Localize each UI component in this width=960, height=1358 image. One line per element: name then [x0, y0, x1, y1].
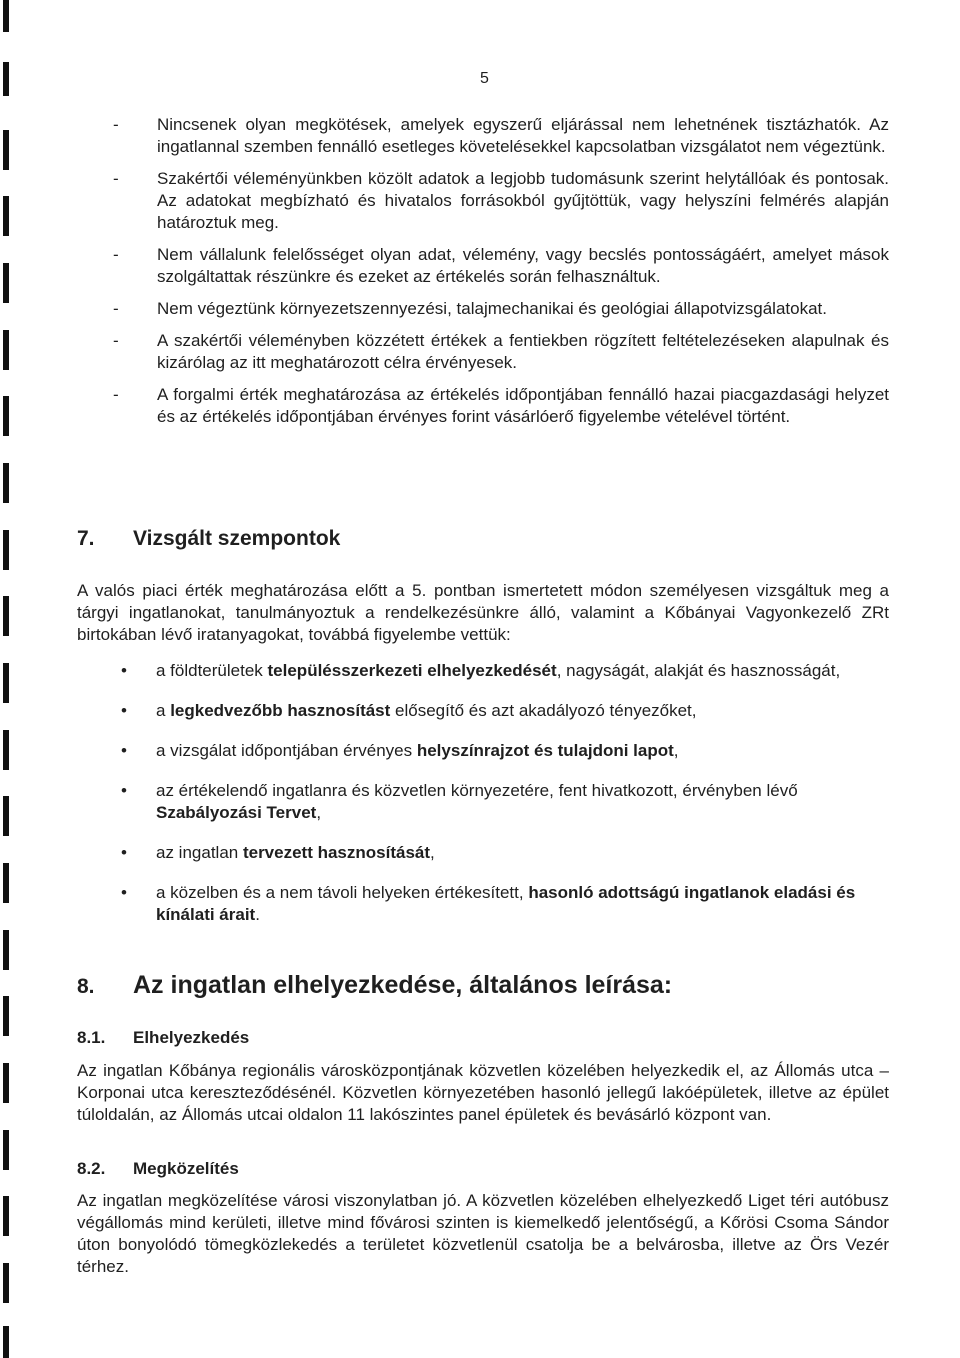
- list-item: [121, 740, 889, 762]
- scan-mark: [3, 1263, 9, 1303]
- list-item: [121, 700, 889, 722]
- list-item: [113, 244, 889, 288]
- bullet-text: a közelben és a nem távoli helyeken értékesített,: [156, 883, 529, 902]
- bullet-emphasis: helyszínrajzot és tulajdoni lapot: [416, 741, 674, 760]
- scan-mark: [3, 62, 9, 96]
- considerations-list: [121, 660, 889, 944]
- assumptions-list: [113, 114, 889, 438]
- bullet-emphasis: legkedvezőbb hasznosítást: [170, 701, 391, 720]
- scan-mark: [3, 463, 9, 503]
- scan-mark: [3, 0, 9, 32]
- list-item-text: A szakértői véleményben közzétett értékek a fentiekben rögzített feltételezéseken alapulnak és kizárólag az itt meghatározott célra érvényesek.: [157, 331, 889, 372]
- dash-marker: -: [113, 331, 119, 350]
- list-item: [121, 842, 889, 864]
- list-item-text: Nincsenek olyan megkötések, amelyek egyszerű eljárással nem lehetnének tisztázhatók. Az ingatlannal szemben fennálló esetleges követelésekkel kapcsolatban vizsgálatot nem végeztünk.: [157, 115, 889, 156]
- dash-marker: -: [113, 385, 119, 404]
- bullet-text: .: [255, 905, 260, 924]
- bullet-marker: •: [121, 781, 127, 800]
- bullet-text: az értékelendő ingatlanra és közvetlen környezetére, fent hivatkozott, érvényben lévő: [156, 781, 798, 800]
- bullet-emphasis: hasonló adottságú ingatlanok eladási és kínálati árait: [156, 883, 856, 924]
- subsection-8-1-heading: [77, 1027, 249, 1049]
- bullet-text: , nagyságát, alakját és hasznosságát,: [556, 661, 841, 680]
- section-title: Vizsgált szempontok: [133, 527, 341, 550]
- list-item-text: A forgalmi érték meghatározása az értékelés időpontjában fennálló hazai piacgazdasági helyzet és az értékelés időpontjában érvényes forint vásárlóerő figyelembe vételével történt.: [157, 385, 889, 426]
- scan-mark: [3, 730, 9, 770]
- scan-mark: [3, 996, 9, 1036]
- bullet-text: ,: [316, 803, 322, 822]
- scan-mark: [3, 1326, 9, 1358]
- section-title: Az ingatlan elhelyezkedése, általános leírása:: [133, 971, 673, 999]
- page-number: 5: [480, 70, 489, 87]
- scan-mark: [3, 263, 9, 303]
- scan-mark: [3, 930, 9, 970]
- scan-mark: [3, 663, 9, 703]
- bullet-emphasis: Szabályozási Tervet: [156, 803, 317, 822]
- subsection-number: 8.2.: [77, 1159, 106, 1178]
- dash-marker: -: [113, 115, 119, 134]
- list-item: [113, 298, 889, 320]
- dash-marker: -: [113, 169, 119, 188]
- bullet-marker: •: [121, 883, 127, 902]
- scan-mark: [3, 396, 9, 436]
- subsection-8-2-heading: [77, 1158, 239, 1180]
- scan-mark: [3, 796, 9, 836]
- subsection-title: Elhelyezkedés: [133, 1028, 250, 1047]
- subsection-title: Megközelítés: [133, 1159, 239, 1178]
- section-8-heading: [77, 970, 672, 1002]
- scan-edge-marks: [0, 0, 16, 1358]
- list-item: [121, 780, 889, 824]
- list-item-text: Nem végeztünk környezetszennyezési, talajmechanikai és geológiai állapotvizsgálatokat.: [157, 299, 827, 318]
- scan-mark: [3, 596, 9, 636]
- bullet-marker: •: [121, 741, 127, 760]
- bullet-emphasis: településszerkezeti elhelyezkedését: [267, 661, 557, 680]
- bullet-emphasis: tervezett hasznosítását: [242, 843, 431, 862]
- bullet-text: elősegítő és azt akadályozó tényezőket,: [390, 701, 697, 720]
- bullet-text: az ingatlan: [156, 843, 243, 862]
- bullet-marker: •: [121, 843, 127, 862]
- section-number: 8.: [77, 975, 95, 998]
- list-item: [113, 114, 889, 158]
- scan-mark: [3, 330, 9, 370]
- scan-mark: [3, 863, 9, 903]
- bullet-marker: •: [121, 701, 127, 720]
- subsection-8-1-text: Az ingatlan Kőbánya regionális városközpontjának közvetlen közelében helyezkedik el, az Állomás utca – Korponai utca kereszteződésénél. Közvetlen környezetében hasonló jellegű lakóépületek, illetve az épület túloldalán, az Állomás utcai oldalon 11 lakószintes panel épületek és bevásárló központ van.: [77, 1061, 889, 1124]
- scan-mark: [3, 530, 9, 570]
- list-item-text: Nem vállalunk felelősséget olyan adat, vélemény, vagy becslés pontosságáért, amelyet mások szolgáltattak részünkre és ezeket az értékelés során felhasználtuk.: [157, 245, 889, 286]
- subsection-number: 8.1.: [77, 1028, 106, 1047]
- scan-mark: [3, 1063, 9, 1103]
- list-item: [113, 330, 889, 374]
- bullet-text: a: [156, 701, 171, 720]
- scan-mark: [3, 1196, 9, 1236]
- list-item: [121, 660, 889, 682]
- list-item: [113, 384, 889, 428]
- bullet-text: a földterületek: [156, 661, 268, 680]
- section-7-heading: [77, 528, 340, 550]
- dash-marker: -: [113, 299, 119, 318]
- bullet-marker: •: [121, 661, 127, 680]
- bullet-text: ,: [673, 741, 679, 760]
- list-item: [113, 168, 889, 234]
- section-number: 7.: [77, 527, 95, 550]
- bullet-text: ,: [430, 843, 435, 862]
- bullet-text: a vizsgálat időpontjában érvényes: [156, 741, 417, 760]
- scan-mark: [3, 196, 9, 236]
- scan-mark: [3, 130, 9, 170]
- list-item-text: Szakértői véleményünkben közölt adatok a legjobb tudomásunk szerint helytállóak és pontosak. Az adatokat megbízható és hivatalos forrásokból gyűjtöttük, vagy helyszíni felmérés alapján határoztuk meg.: [157, 169, 889, 232]
- scan-mark: [3, 1130, 9, 1170]
- list-item: [121, 882, 889, 926]
- dash-marker: -: [113, 245, 119, 264]
- section-7-intro: A valós piaci érték meghatározása előtt a 5. pontban ismertetett módon személyesen vizsgáltuk meg a tárgyi ingatlanokat, tanulmányoztuk a rendelkezésünkre álló, valamint a Kőbányai Vagyonkezelő ZRt birtokában lévő iratanyagokat, továbbá figyelembe vettük:: [77, 581, 889, 644]
- subsection-8-2-text: Az ingatlan megközelítése városi viszonylatban jó. A közvetlen közelében elhelyezkedő Liget téri autóbusz végállomás mind kerületi, illetve mind fővárosi szinten is kiemelkedő jelentőségű, a Kőrösi Csoma Sándor úton bonyolódó tömegközlekedés a területet közvetlenül csatolja be a belvárosba, illetve az Örs Vezér térhez.: [77, 1191, 889, 1276]
